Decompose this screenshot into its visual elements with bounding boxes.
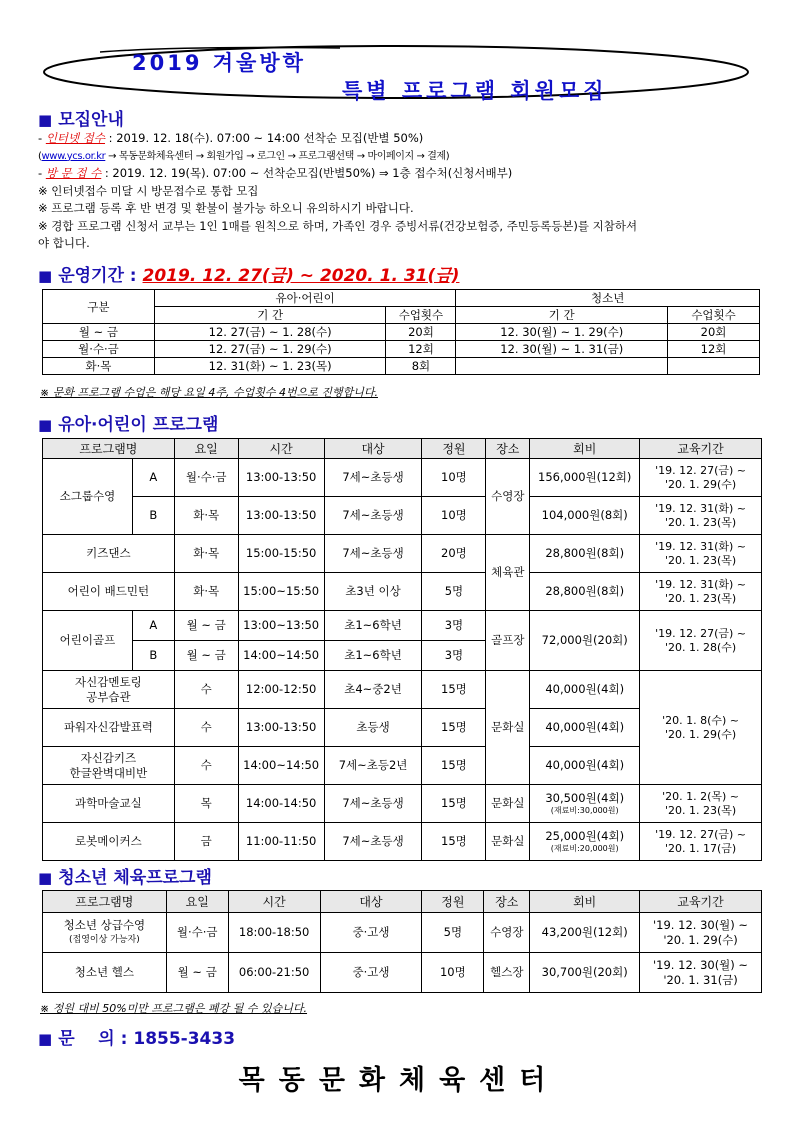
table-row: 소그룹수영 A 월·수·금 13:00-13:50 7세~초등생 10명 수영장 156,000원(12회) '19. 12. 27(금) ~ '20. 1. 29(수) [43, 459, 762, 497]
section-youth-heading: ■ 청소년 체육프로그램 [38, 868, 212, 888]
youth-note: ※ 정원 대비 50%미만 프로그램은 폐강 될 수 있습니다. [40, 1002, 308, 1015]
note-line: ※ 프로그램 등록 후 반 변경 및 환불이 불가능 하오니 유의하시기 바랍니다. [38, 201, 414, 215]
table-row: 키즈댄스 화·목 15:00-15:50 7세~초등생 20명 체육관 28,800원(8회) '19. 12. 31(화) ~ '20. 1. 23(목) [43, 535, 762, 573]
table-row: 어린이 배드민턴 화·목 15:00~15:50 초3년 이상 5명 28,800원(8회) '19. 12. 31(화) ~ '20. 1. 23(목) [43, 573, 762, 611]
period-table: 구분 유아·어린이 청소년 기 간 수업횟수 기 간 수업횟수 월 ~ 금 12. 27(금) ~ 1. 28(수) 20회 12. 30(월) ~ 1. 29(수) 20회 월·수·금 12. 27(금) ~ 1. 29(수) 12회 12. 30(월) ~ 1. 31(금) 12회 화·목 12. 31(화) ~ 1. 23(목) 8회 [42, 289, 760, 375]
title-banner [40, 40, 760, 103]
table-row: 월·수·금 12. 27(금) ~ 1. 29(수) 12회 12. 30(월) ~ 1. 31(금) 12회 [43, 341, 760, 358]
square-icon: ■ [38, 416, 53, 434]
youth-program-table: 프로그램명 요일 시간 대상 정원 장소 회비 교육기간 청소년 상급수영 (접영이상 가능자) 월·수·금 18:00-18:50 중·고생 5명 수영장 43,200원(12회) '19. 12. 30(월) ~ '20. 1. 29(수) 청소년 헬스 월 ~ 금 06:00-21:50 중·고생 10명 헬스장 30,700원(20회) '19. 12. 30(월) ~ '20. 1. 31(금) [42, 890, 762, 993]
table-row: B 화·목 13:00-13:50 7세~초등생 10명 104,000원(8회) '19. 12. 31(화) ~ '20. 1. 23(목) [43, 497, 762, 535]
col-kids: 유아·어린이 [154, 290, 456, 307]
period-range: 2019. 12. 27(금) ~ 2020. 1. 31(금) [142, 266, 460, 286]
section-period-heading: ■ 운영기간 : 2019. 12. 27(금) ~ 2020. 1. 31(금) [38, 266, 460, 286]
site-link[interactable]: www.ycs.or.kr [41, 150, 106, 162]
table-row: B 월 ~ 금 14:00~14:50 초1~6학년 3명 [43, 641, 762, 671]
table-row: 파워자신감발표력 수 13:00-13:50 초등생 15명 40,000원(4회) [43, 709, 762, 747]
table-row: 자신감멘토링 공부습관 수 12:00-12:50 초4~중2년 15명 문화실 40,000원(4회) '20. 1. 8(수) ~ '20. 1. 29(수) [43, 671, 762, 709]
recruit-info [38, 130, 762, 253]
table-row: 자신감키즈 한글완벽대비반 수 14:00~14:50 7세~초등2년 15명 40,000원(4회) [43, 747, 762, 785]
col-group: 구분 [43, 290, 155, 324]
section-recruit-heading: ■ 모집안내 [38, 110, 124, 130]
note-line: ※ 인터넷접수 미달 시 방문접수로 통합 모집 [38, 183, 259, 198]
table-row: 어린이골프 A 월 ~ 금 13:00~13:50 초1~6학년 3명 골프장 72,000원(20회) '19. 12. 27(금) ~ '20. 1. 28(수) [43, 611, 762, 641]
period-note: ※ 문화 프로그램 수업은 해당 요일 4주, 수업횟수 4번으로 진행합니다. [40, 386, 378, 399]
center-name-footer: 목동문화체육센터 [238, 1065, 560, 1096]
table-row: 과학마술교실 목 14:00-14:50 7세~초등생 15명 문화실 30,500원(4회) (재료비:30,000원) '20. 1. 2(목) ~ '20. 1. 23(목) [43, 785, 762, 823]
table-row: 로봇메이커스 금 11:00-11:50 7세~초등생 15명 문화실 25,000원(4회) (재료비:20,000원) '19. 12. 27(금) ~ '20. 1. 17(금) [43, 823, 762, 861]
table-row: 청소년 상급수영 (접영이상 가능자) 월·수·금 18:00-18:50 중·고생 5명 수영장 43,200원(12회) '19. 12. 30(월) ~ '20. 1. 29(수) [43, 913, 762, 953]
table-row: 월 ~ 금 12. 27(금) ~ 1. 28(수) 20회 12. 30(월) ~ 1. 29(수) 20회 [43, 324, 760, 341]
contact-phone: 1855-3433 [133, 1029, 236, 1049]
path-line: (www.ycs.or.kr → 목동문화체육센터 → 회원가입 → 로그인 → 프로그램선택 → 마이페이지 → 결제) [38, 150, 450, 162]
col-youth: 청소년 [456, 290, 760, 307]
table-row: 화·목 12. 31(화) ~ 1. 23(목) 8회 [43, 358, 760, 375]
kids-program-table: 프로그램명 요일 시간 대상 정원 장소 회비 교육기간 소그룹수영 A 월·수·금 13:00-13:50 7세~초등생 10명 수영장 156,000원(12회) '19. 12. 27(금) ~ '20. 1. 29(수) B 화·목 13:00-13:50 7세~초등생 10명 104,000원(8회) '19. 12. 31(화) ~ '20. 1. 23(목) 키즈댄스 화·목 15:00-15:50 7세~초등생 20명 체육관 28,800원(8회) '19. 12. 31(화) ~ '20. 1. 23(목) 어린이 배드민턴 화·목 15:00~15:50 초3년 이상 5명 28,800원(8회) '19. 12. 31(화) ~ '20. 1. 23(목) 어린이골프 A 월 ~ 금 13:00~13:50 초1~6학년 3명 골프장 72,000원(20회) '19. 12. 27(금) ~ '20. 1. 28(수) B 월 ~ 금 14:00~14:50 초1~6학년 3명 자신감멘토링 공부습관 수 12:00-12:50 초4~중2년 15명 문화실 40,000원(4회) '20. 1. 8(수) ~ '20. 1. 29(수) 파워자신감발표력 수 13:00-13:50 초등생 15명 40,000원(4회) 자신감키즈 한글완벽대비반 수 14:00~14:50 7세~초등2년 15명 40,000원(4회) 과학마술교실 목 14:00-14:50 7세~초등생 15명 문화실 30,500원(4회) (재료비:30,000원) '20. 1. 2(목) ~ '20. 1. 23(목) 로봇메이커스 금 11:00-11:50 7세~초등생 15명 문화실 25,000원(4회) (재료비:20,000원) '19. 12. 27(금) ~ '20. 1. 17(금) [42, 438, 762, 861]
banner-title-year: 2019 겨울방학 [132, 51, 306, 75]
banner-title-main: 특별 프로그램 회원모집 [342, 79, 608, 103]
square-icon: ■ [38, 267, 53, 285]
section-kids-heading: ■ 유아·어린이 프로그램 [38, 415, 219, 435]
note-line: ※ 경합 프로그램 신청서 교부는 1인 1매를 원칙으로 하며, 가족인 경우 증빙서류(건강보험증, 주민등록등본)를 지참하셔 [38, 218, 638, 233]
square-icon: ■ [38, 1030, 53, 1048]
table-row: 청소년 헬스 월 ~ 금 06:00-21:50 중·고생 10명 헬스장 30,700원(20회) '19. 12. 30(월) ~ '20. 1. 31(금) [43, 953, 762, 993]
contact-line: ■ 문 의 : 1855-3433 [38, 1029, 236, 1049]
note-line: 야 합니다. [38, 236, 90, 250]
square-icon: ■ [38, 869, 53, 887]
internet-line: - 인터넷 접수 : 2019. 12. 18(수). 07:00 ~ 14:00 선착순 모집(반별 50%) [38, 131, 424, 145]
square-icon: ■ [38, 111, 53, 129]
visit-line: - 방 문 접 수 : 2019. 12. 19(목). 07:00 ~ 선착순모집(반별50%) ⇒ 1층 접수처(신청서배부) [38, 166, 513, 180]
